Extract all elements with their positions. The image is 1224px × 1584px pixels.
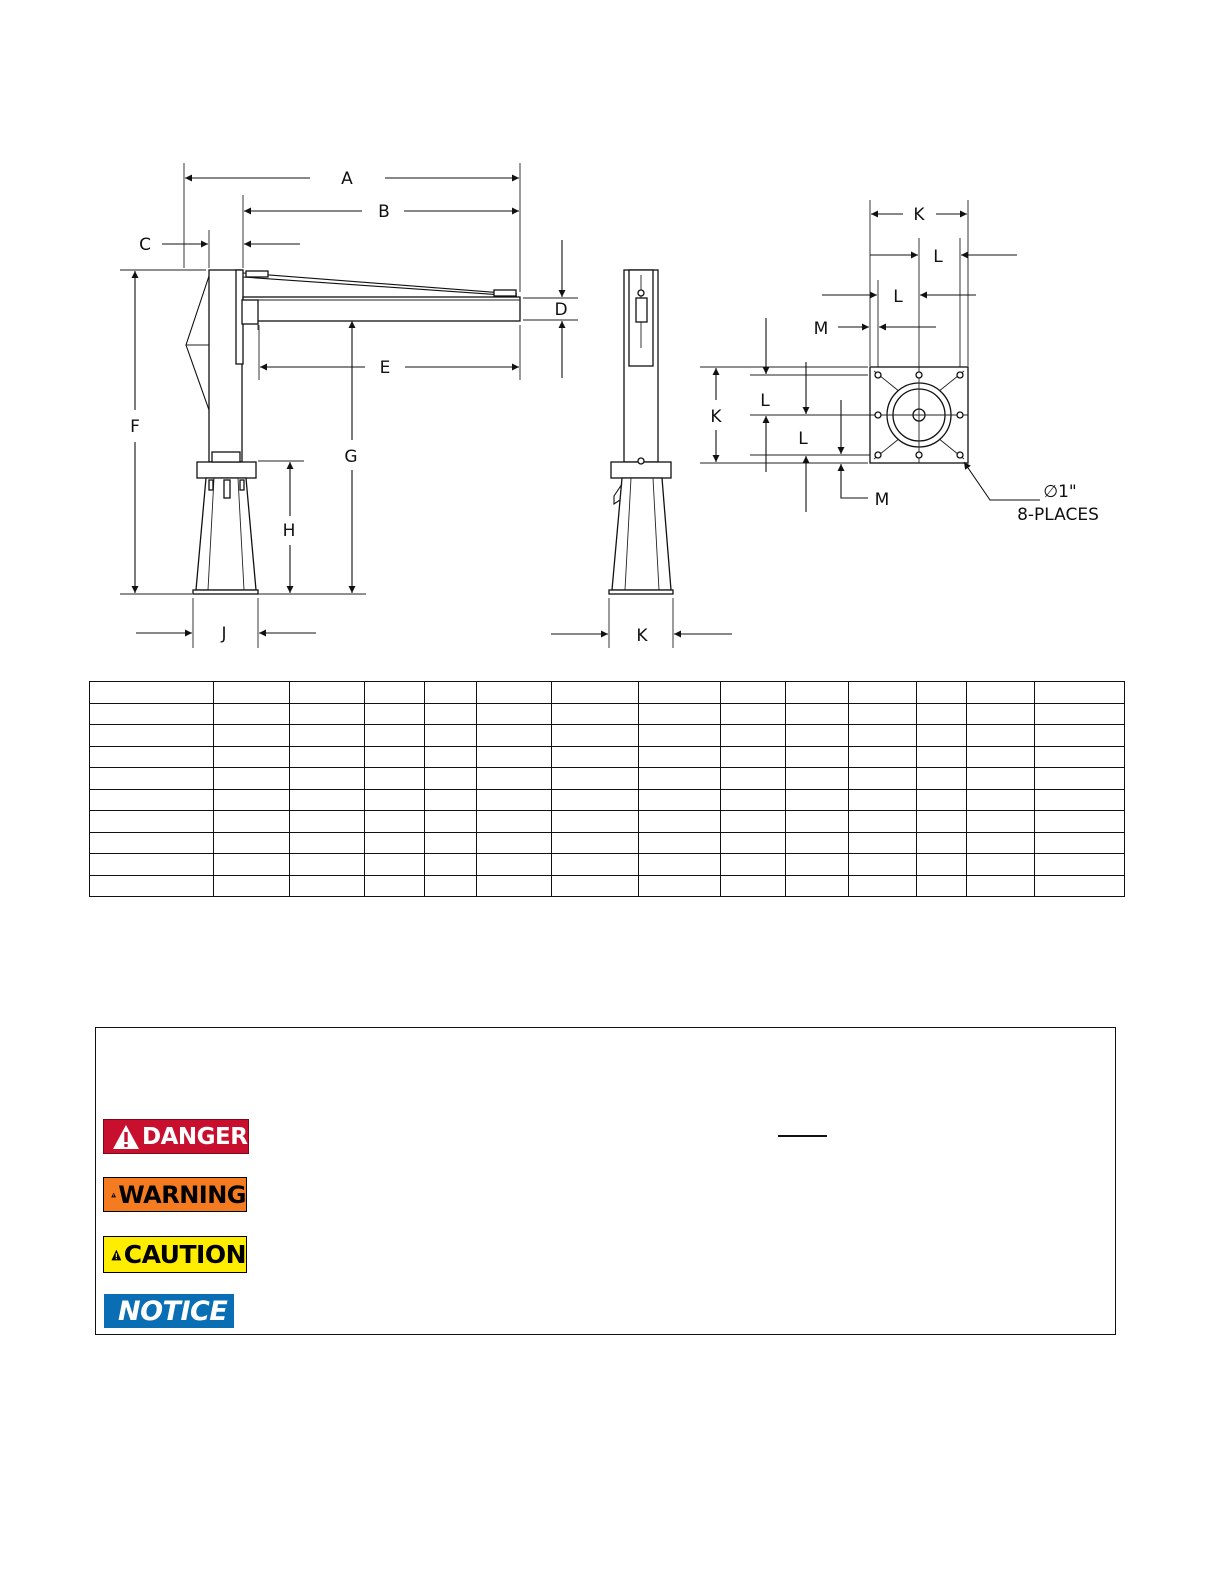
table-cell [290, 725, 365, 747]
table-cell [721, 854, 786, 876]
table-row [90, 725, 1125, 747]
table-row [90, 854, 1125, 876]
table-cell [552, 703, 639, 725]
table-cell [365, 811, 425, 833]
table-cell [90, 789, 214, 811]
table-cell [639, 746, 721, 768]
jib-crane-side-outline [186, 270, 520, 594]
warning-sign [103, 1177, 247, 1212]
notice-sign [104, 1294, 234, 1328]
table-cell [365, 832, 425, 854]
plate-dim-label-l-4: L [798, 429, 808, 449]
table-cell [214, 789, 290, 811]
table-cell [849, 811, 917, 833]
table-cell [365, 725, 425, 747]
table-cell [365, 682, 425, 704]
table-cell [425, 682, 477, 704]
table-cell [786, 832, 849, 854]
table-cell [477, 703, 552, 725]
hole-count-note: 8-PLACES [1017, 505, 1099, 525]
plate-dim-label-m-2: M [874, 490, 890, 510]
table-cell [721, 811, 786, 833]
table-cell [721, 682, 786, 704]
table-cell [967, 703, 1035, 725]
table-cell [290, 746, 365, 768]
table-cell [90, 854, 214, 876]
table-cell [1035, 811, 1125, 833]
dim-label-g: G [344, 447, 358, 467]
table-cell [477, 832, 552, 854]
table-cell [290, 703, 365, 725]
danger-label: DANGER [142, 1123, 248, 1150]
table-cell [639, 854, 721, 876]
table-row [90, 789, 1125, 811]
table-cell [552, 875, 639, 897]
table-cell [477, 768, 552, 790]
table-cell [967, 725, 1035, 747]
table-cell [721, 875, 786, 897]
plate-dim-label-l-3: L [760, 391, 770, 411]
table-cell [786, 682, 849, 704]
table-cell [477, 725, 552, 747]
table-cell [1035, 703, 1125, 725]
table-cell [967, 854, 1035, 876]
table-cell [917, 746, 967, 768]
table-cell [639, 703, 721, 725]
table-cell [1035, 875, 1125, 897]
table-cell [552, 832, 639, 854]
table-cell [849, 875, 917, 897]
table-cell [90, 746, 214, 768]
table-cell [786, 768, 849, 790]
table-cell [214, 725, 290, 747]
table-cell [917, 768, 967, 790]
table-cell [917, 682, 967, 704]
notice-label: NOTICE [118, 1295, 228, 1327]
table-cell [786, 811, 849, 833]
table-cell [552, 746, 639, 768]
table-cell [365, 875, 425, 897]
dim-label-d: D [554, 300, 568, 320]
table-row [90, 811, 1125, 833]
table-cell [214, 832, 290, 854]
safety-signal-words-box [95, 1027, 1116, 1335]
table-cell [849, 746, 917, 768]
table-cell [477, 682, 552, 704]
table-cell [552, 682, 639, 704]
danger-sign [103, 1119, 249, 1154]
table-cell [786, 789, 849, 811]
table-cell [290, 768, 365, 790]
table-cell [425, 725, 477, 747]
table-cell [425, 811, 477, 833]
table-cell [849, 682, 917, 704]
table-cell [1035, 768, 1125, 790]
table-cell [721, 746, 786, 768]
table-cell [477, 875, 552, 897]
plate-dim-label-l-1: L [933, 247, 943, 267]
table-cell [639, 682, 721, 704]
table-cell [90, 725, 214, 747]
table-cell [639, 811, 721, 833]
table-cell [967, 875, 1035, 897]
table-row [90, 746, 1125, 768]
table-cell [90, 832, 214, 854]
table-cell [721, 789, 786, 811]
warning-triangle-icon [111, 1183, 116, 1207]
table-cell [639, 725, 721, 747]
table-cell [967, 682, 1035, 704]
dim-label-j: J [221, 624, 227, 644]
table-cell [967, 832, 1035, 854]
table-row [90, 768, 1125, 790]
table-cell [425, 703, 477, 725]
table-cell [214, 746, 290, 768]
table-cell [552, 811, 639, 833]
table-cell [639, 875, 721, 897]
table-cell [639, 768, 721, 790]
table-cell [721, 703, 786, 725]
table-cell [967, 789, 1035, 811]
table-cell [917, 789, 967, 811]
table-cell [552, 725, 639, 747]
dimension-table [89, 681, 1125, 897]
dim-label-b: B [378, 202, 390, 222]
side-view [120, 163, 578, 648]
table-cell [214, 875, 290, 897]
table-cell [1035, 832, 1125, 854]
table-cell [849, 725, 917, 747]
table-cell [849, 703, 917, 725]
table-cell [365, 746, 425, 768]
table-cell [917, 725, 967, 747]
end-view [551, 270, 732, 648]
table-cell [425, 789, 477, 811]
warning-label: WARNING [118, 1180, 246, 1209]
table-cell [477, 789, 552, 811]
table-cell [477, 746, 552, 768]
table-cell [1035, 682, 1125, 704]
table-cell [214, 854, 290, 876]
table-cell [214, 682, 290, 704]
table-cell [639, 832, 721, 854]
plate-dim-label-l-2: L [893, 287, 903, 307]
dim-label-a: A [341, 169, 353, 189]
base-plate-outline [870, 367, 968, 463]
table-cell [90, 682, 214, 704]
table-cell [552, 854, 639, 876]
table-cell [786, 703, 849, 725]
table-cell [425, 768, 477, 790]
caution-sign [103, 1236, 247, 1273]
table-cell [365, 854, 425, 876]
table-cell [917, 832, 967, 854]
table-cell [90, 875, 214, 897]
table-cell [90, 811, 214, 833]
end-view-dim-label-k: K [636, 626, 648, 646]
hole-size-note: ∅1" [1043, 482, 1077, 502]
table-cell [290, 854, 365, 876]
table-cell [917, 875, 967, 897]
table-cell [290, 832, 365, 854]
table-cell [721, 725, 786, 747]
table-cell [552, 789, 639, 811]
table-cell [425, 746, 477, 768]
table-row [90, 703, 1125, 725]
table-cell [552, 768, 639, 790]
table-cell [786, 725, 849, 747]
table-cell [90, 703, 214, 725]
table-cell [1035, 725, 1125, 747]
dim-label-c: C [139, 235, 151, 255]
table-cell [425, 832, 477, 854]
underline-mark [778, 1135, 827, 1137]
table-cell [290, 875, 365, 897]
table-cell [214, 768, 290, 790]
caution-label: CAUTION [123, 1240, 246, 1269]
table-cell [214, 703, 290, 725]
table-cell [477, 811, 552, 833]
table-cell [1035, 789, 1125, 811]
table-cell [365, 768, 425, 790]
table-cell [425, 854, 477, 876]
table-cell [786, 746, 849, 768]
table-cell [477, 854, 552, 876]
table-cell [1035, 746, 1125, 768]
table-cell [786, 854, 849, 876]
table-row [90, 832, 1125, 854]
table-cell [917, 854, 967, 876]
table-cell [967, 768, 1035, 790]
table-cell [967, 811, 1035, 833]
warning-triangle-icon [112, 1124, 140, 1150]
plate-dim-label-k-top: K [913, 205, 925, 225]
dim-label-h: H [282, 521, 296, 541]
jib-crane-end-outline [609, 270, 673, 594]
table-cell [917, 703, 967, 725]
table-cell [365, 789, 425, 811]
table-cell [786, 875, 849, 897]
table-cell [967, 746, 1035, 768]
table-cell [425, 875, 477, 897]
table-cell [849, 789, 917, 811]
table-cell [639, 789, 721, 811]
plate-dim-label-k-left: K [710, 407, 722, 427]
table-cell [90, 768, 214, 790]
plate-dim-label-m-1: M [813, 319, 829, 339]
table-cell [365, 703, 425, 725]
base-plate-view [700, 200, 1099, 525]
table-row [90, 682, 1125, 704]
table-cell [290, 811, 365, 833]
table-cell [849, 832, 917, 854]
table-cell [917, 811, 967, 833]
table-cell [721, 832, 786, 854]
table-cell [290, 682, 365, 704]
table-cell [290, 789, 365, 811]
table-cell [849, 768, 917, 790]
warning-triangle-icon [111, 1242, 122, 1268]
table-cell [1035, 854, 1125, 876]
table-cell [214, 811, 290, 833]
dim-label-f: F [130, 417, 140, 437]
table-row [90, 875, 1125, 897]
table-cell [849, 854, 917, 876]
dim-label-e: E [379, 358, 391, 378]
table-cell [721, 768, 786, 790]
